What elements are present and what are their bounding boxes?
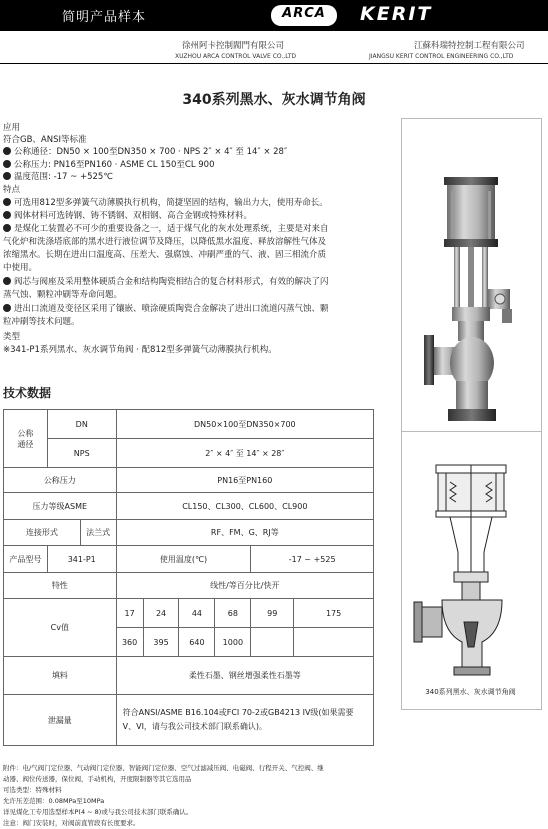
cv-cell: [294, 628, 374, 657]
nps-label: NPS: [47, 439, 116, 468]
temp-label: 使用温度(℃): [116, 546, 251, 573]
feature-line: [3, 275, 329, 287]
feature-line: [3, 302, 329, 314]
header-title: 简明产品样本: [62, 10, 147, 25]
packing-value: 柔性石墨、钢丝增强柔性石墨等: [116, 657, 373, 695]
left-company-cn: 徐州阿卡控制閥門有限公司: [182, 41, 285, 51]
leakage-line: V、VI，请与我公司技术部门联系确认)。: [122, 722, 268, 731]
page-title: 340系列黑水、灰水调节角阀: [182, 92, 366, 108]
cv-label: Cv值: [4, 599, 117, 657]
temp-value: -17 ~ +525: [251, 546, 374, 573]
model-value: 341-P1: [47, 546, 116, 573]
application-line-text: 温度范围: -17 ~ +525℃: [14, 172, 113, 182]
leakage-line: 符合ANSI/ASME B16.104或FCI 70-2或GB4213 IV级(如果需要: [122, 708, 354, 717]
cv-cell: 17: [116, 599, 143, 628]
leakage-label: 泄漏量: [4, 695, 117, 746]
valve-section-drawing: [401, 431, 542, 710]
right-company-en: JIANGSU KERIT CONTROL ENGINEERING CO.,LTD: [369, 53, 514, 60]
cv-cell: 1000: [215, 628, 251, 657]
nps-value: 2″ × 4″ 至 14″ × 28″: [116, 439, 373, 468]
header-divider: [0, 63, 548, 64]
types-line: ※341-P1系列黑水、灰水调节角阀 · 配812型多弹簧气动薄膜执行机构。: [3, 345, 277, 355]
right-company-cn: 江蘇科瑞特控制工程有限公司: [414, 41, 525, 51]
application-line: 符合GB、ANSI等标准: [3, 135, 87, 145]
valve-photo: [401, 118, 542, 432]
bullet-icon: [3, 172, 11, 180]
feature-line-text: 阀芯与阀座及采用整体硬质合金和结构陶瓷相结合的复合材料形式，有效的解决了闪: [14, 277, 329, 287]
packing-label: 填料: [4, 657, 117, 695]
bullet-icon: [3, 211, 11, 219]
cv-cell: 44: [179, 599, 215, 628]
cv-cell: 175: [294, 599, 374, 628]
feature-line: 蒸气蚀、颗粒冲刷等寿命问题。: [3, 290, 123, 300]
cv-cell: 99: [251, 599, 294, 628]
feature-line: [3, 196, 328, 208]
note-line: 附件：电/气阀门定位器、气动阀门定位器、智能阀门定位器、空气过滤减压阀、电磁阀、行程开关、气控阀、继: [3, 764, 324, 772]
cv-cell: 24: [143, 599, 179, 628]
nominal-diameter-label: 公称 通径: [4, 410, 48, 468]
application-line: [3, 158, 215, 170]
cv-cell: 640: [179, 628, 215, 657]
cv-cell: 360: [116, 628, 143, 657]
valve-photo-image: [402, 119, 541, 431]
connection-value: RF、FM、G、RJ等: [116, 520, 373, 546]
pressure-value: PN16至PN160: [116, 468, 373, 493]
bullet-icon: [3, 160, 11, 168]
asme-label: 压力等级ASME: [4, 493, 117, 520]
application-line-text: 公称压力: PN16至PN160 · ASME CL 150至CL 900: [14, 160, 215, 170]
bullet-icon: [3, 304, 11, 312]
connection-sub-label: 法兰式: [80, 520, 116, 546]
photo-caption: 340系列黑水、灰水调节角阀: [425, 688, 516, 696]
characteristic-label: 特性: [4, 573, 117, 599]
feature-line: [3, 222, 329, 234]
valve-section-diagram: [402, 432, 541, 682]
feature-line: 气化炉和洗涤塔底部的黑水进行液位调节及降压，以降低黑水温度、释放溶解性气体及: [3, 237, 327, 247]
tech-data-heading: 技术数据: [3, 386, 52, 400]
connection-label: 连接形式: [4, 520, 81, 546]
cv-cell: [251, 628, 294, 657]
application-heading: 应用: [3, 123, 21, 133]
feature-line: 粒冲刷等技术问题。: [3, 317, 80, 327]
cv-cell: 395: [143, 628, 179, 657]
note-line: 详见煤化工专用选型样本P(4 ~ 8)或与我公司技术部门联系确认。: [3, 808, 193, 816]
characteristic-value: 线性/等百分比/快开: [116, 573, 373, 599]
arca-logo: [271, 5, 337, 26]
bullet-icon: [3, 198, 11, 206]
header-bar: [0, 0, 548, 31]
note-line: 允许压差范围：0.08MPa至10MPa: [3, 797, 105, 805]
application-line: [3, 145, 287, 157]
feature-line: 中使用。: [3, 263, 38, 273]
note-line: 动器、阀位传送器，保位阀，手动机构，开度限制器等其它选用品: [3, 775, 192, 783]
left-company-en: XUZHOU ARCA CONTROL VALVE CO.,LTD: [175, 53, 297, 60]
feature-line-text: 可选用812型多弹簧气动薄膜执行机构，简捷坚固的结构，输出力大，使用寿命长。: [14, 198, 328, 208]
tech-data-table: [3, 409, 374, 746]
model-label: 产品型号: [4, 546, 48, 573]
feature-line: [3, 209, 252, 221]
kerit-logo: KERIT: [360, 3, 433, 25]
arca-logo-text: ARCA: [282, 6, 326, 21]
pressure-label: 公称压力: [4, 468, 117, 493]
feature-line-text: 是煤化工装置必不可少的重要设备之一，适于煤气化的灰水处理系统，主要是对来自: [14, 224, 329, 234]
bullet-icon: [3, 224, 11, 232]
types-heading: 类型: [3, 332, 21, 342]
asme-value: CL150、CL300、CL600、CL900: [116, 493, 373, 520]
feature-line: 浓缩黑水。长期在进出口温度高、压差大、强腐蚀、冲刷严重的气、液、固三相流介质: [3, 250, 327, 260]
bullet-icon: [3, 147, 11, 155]
leakage-value: [116, 695, 373, 746]
application-line: [3, 170, 113, 182]
feature-line-text: 进出口流道及变径区采用了镶嵌、喷涂硬质陶瓷合金解决了进出口流道闪蒸气蚀、颗: [14, 304, 329, 314]
note-line: 注意：阀门安装时，对阀前直管段有长度要求。: [3, 819, 140, 827]
dn-label: DN: [47, 410, 116, 439]
application-line-text: 公称通径：DN50 × 100至DN350 × 700 · NPS 2″ × 4″ 至 14″ × 28″: [14, 147, 288, 157]
note-line: 可选类型：特殊材料: [3, 786, 62, 794]
cv-cell: 68: [215, 599, 251, 628]
bullet-icon: [3, 277, 11, 285]
features-heading: 特点: [3, 185, 21, 195]
feature-line-text: 阀体材料可选铸钢、铸不锈钢、双相钢、高合金钢或特殊材料。: [14, 211, 253, 221]
dn-value: DN50×100至DN350×700: [116, 410, 373, 439]
